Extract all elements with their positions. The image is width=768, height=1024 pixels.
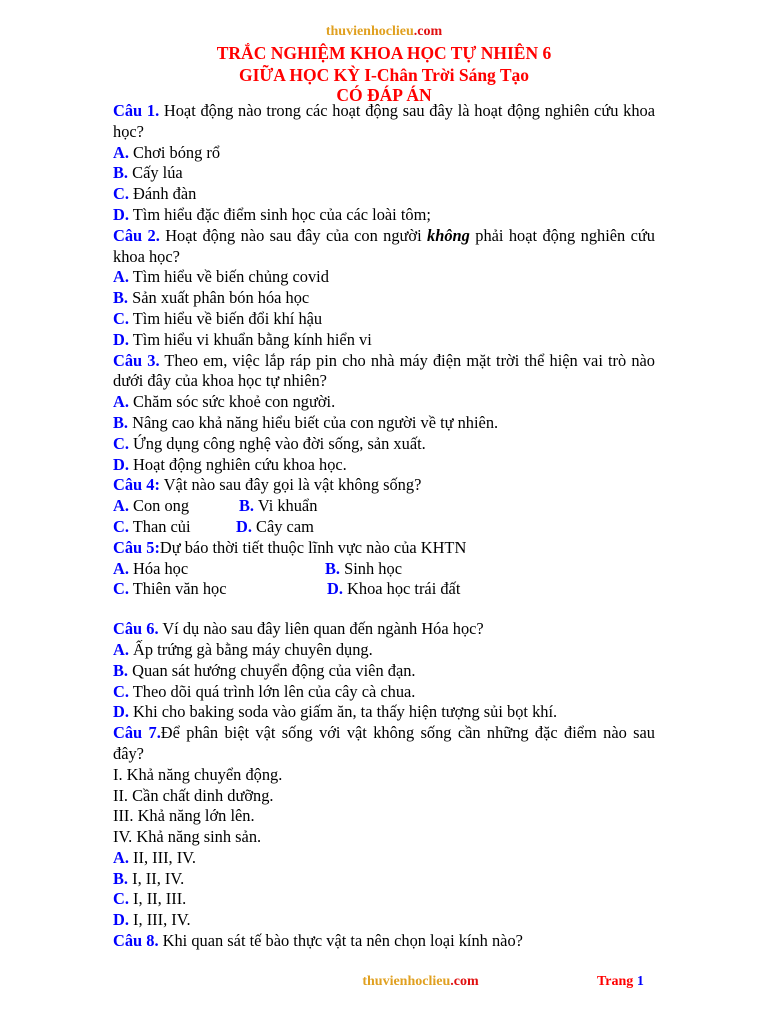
answer-option: B. I, II, IV. <box>113 868 185 888</box>
statement-item: IV. Khả năng sinh sản. <box>113 827 262 847</box>
answer-option: C. Ứng dụng công nghệ vào đời sống, sản xuất. <box>113 433 426 453</box>
blank-line <box>113 600 655 619</box>
question-label: Câu 2. <box>113 225 160 245</box>
question-text: Để phân biệt vật sống với vật không sống cần những đặc điểm nào sau đây? <box>113 723 655 763</box>
doc-answer-note: CÓ ĐÁP ÁN <box>336 85 432 105</box>
answer-option: A. II, III, IV. <box>113 847 197 867</box>
question-label: Câu 4: <box>113 475 160 495</box>
question-list <box>113 101 655 952</box>
question-label: Câu 7. <box>113 723 161 743</box>
answer-row: C. Thiên văn học D. Khoa học trái đất <box>113 579 461 599</box>
answer-option: D. Khi cho baking soda vào giấm ăn, ta thấy hiện tượng sủi bọt khí. <box>113 702 558 722</box>
question-1 <box>113 101 655 143</box>
statement-item: II. Cần chất dinh dưỡng. <box>113 785 274 805</box>
footer-site-link[interactable] <box>0 974 768 990</box>
answer-option: D. Hoạt động nghiên cứu khoa học. <box>113 454 347 474</box>
site-domain: .com <box>413 24 443 39</box>
question-4 <box>113 475 655 496</box>
header-site-link[interactable] <box>0 24 768 40</box>
answer-row: A. Con ong B. Vi khuẩn <box>113 496 318 516</box>
answer-option: C. Đánh đàn <box>113 184 197 204</box>
footer-site-name: thuvienhoclieu <box>362 974 451 989</box>
emphasis-word: không <box>427 225 470 245</box>
answer-option: D. Tìm hiểu vi khuẩn bằng kính hiển vi <box>113 329 372 349</box>
doc-title: TRẮC NGHIỆM KHOA HỌC TỰ NHIÊN 6 <box>216 43 552 63</box>
footer-site-domain: .com <box>450 974 479 989</box>
question-label: Câu 3. <box>113 350 160 370</box>
answer-option: C. Theo dõi quá trình lớn lên của cây cà chua. <box>113 681 416 701</box>
answer-row: C. Than củi D. Cây cam <box>113 516 314 536</box>
question-5 <box>113 538 655 559</box>
statement-item: III. Khả năng lớn lên. <box>113 806 255 826</box>
question-text: Khi quan sát tế bào thực vật ta nên chọn loại kính nào? <box>158 931 523 951</box>
answer-option: A. Tìm hiểu về biến chủng covid <box>113 267 329 287</box>
answer-option: A. Chăm sóc sức khoẻ con người. <box>113 392 336 412</box>
question-3 <box>113 351 655 393</box>
answer-option: B. Nâng cao khả năng hiểu biết của con người về tự nhiên. <box>113 412 499 432</box>
answer-row: A. Hóa học B. Sinh học <box>113 558 402 578</box>
answer-option: A. Ấp trứng gà bằng máy chuyên dụng. <box>113 639 373 659</box>
answer-option: D. I, III, IV. <box>113 910 191 930</box>
answer-option: D. Tìm hiểu đặc điểm sinh học của các loài tôm; <box>113 204 431 224</box>
question-text: Vật nào sau đây gọi là vật không sống? <box>159 475 422 495</box>
doc-subtitle: GIỮA HỌC KỲ I-Chân Trời Sáng Tạo <box>238 65 530 85</box>
statement-item: I. Khả năng chuyển động. <box>113 764 283 784</box>
answer-option: B. Quan sát hướng chuyển động của viên đạn. <box>113 660 416 680</box>
page-number: Trang 1 <box>597 974 644 989</box>
question-label: Câu 8. <box>113 931 159 951</box>
answer-option: C. Tìm hiểu về biến đổi khí hậu <box>113 308 323 328</box>
question-text: Theo em, việc lắp ráp pin cho nhà máy điện mặt trời thể hiện vai trò nào dưới đây của khoa học tự nhiên? <box>113 350 655 391</box>
answer-option: C. I, II, III. <box>113 889 187 909</box>
question-2: Câu 2. Hoạt động nào sau đây của con người không phải hoạt động nghiên cứu khoa học? <box>113 225 655 266</box>
question-text: Dự báo thời tiết thuộc lĩnh vực nào của KHTN <box>159 537 467 557</box>
question-6 <box>113 619 655 640</box>
question-8 <box>113 931 655 952</box>
site-name: thuvienhoclieu <box>325 24 414 39</box>
question-label: Câu 1. <box>113 101 160 120</box>
question-text: Ví dụ nào sau đây liên quan đến ngành Hóa học? <box>158 619 484 639</box>
question-label: Câu 6. <box>113 619 159 639</box>
question-7 <box>113 723 655 765</box>
answer-option: A. Chơi bóng rổ <box>113 142 221 162</box>
question-label: Câu 5: <box>113 537 160 557</box>
question-text: Hoạt động nào trong các hoạt động sau đây là hoạt động nghiên cứu khoa học? <box>113 101 655 141</box>
answer-option: B. Sản xuất phân bón hóa học <box>113 288 310 308</box>
answer-option: B. Cấy lúa <box>113 163 183 183</box>
